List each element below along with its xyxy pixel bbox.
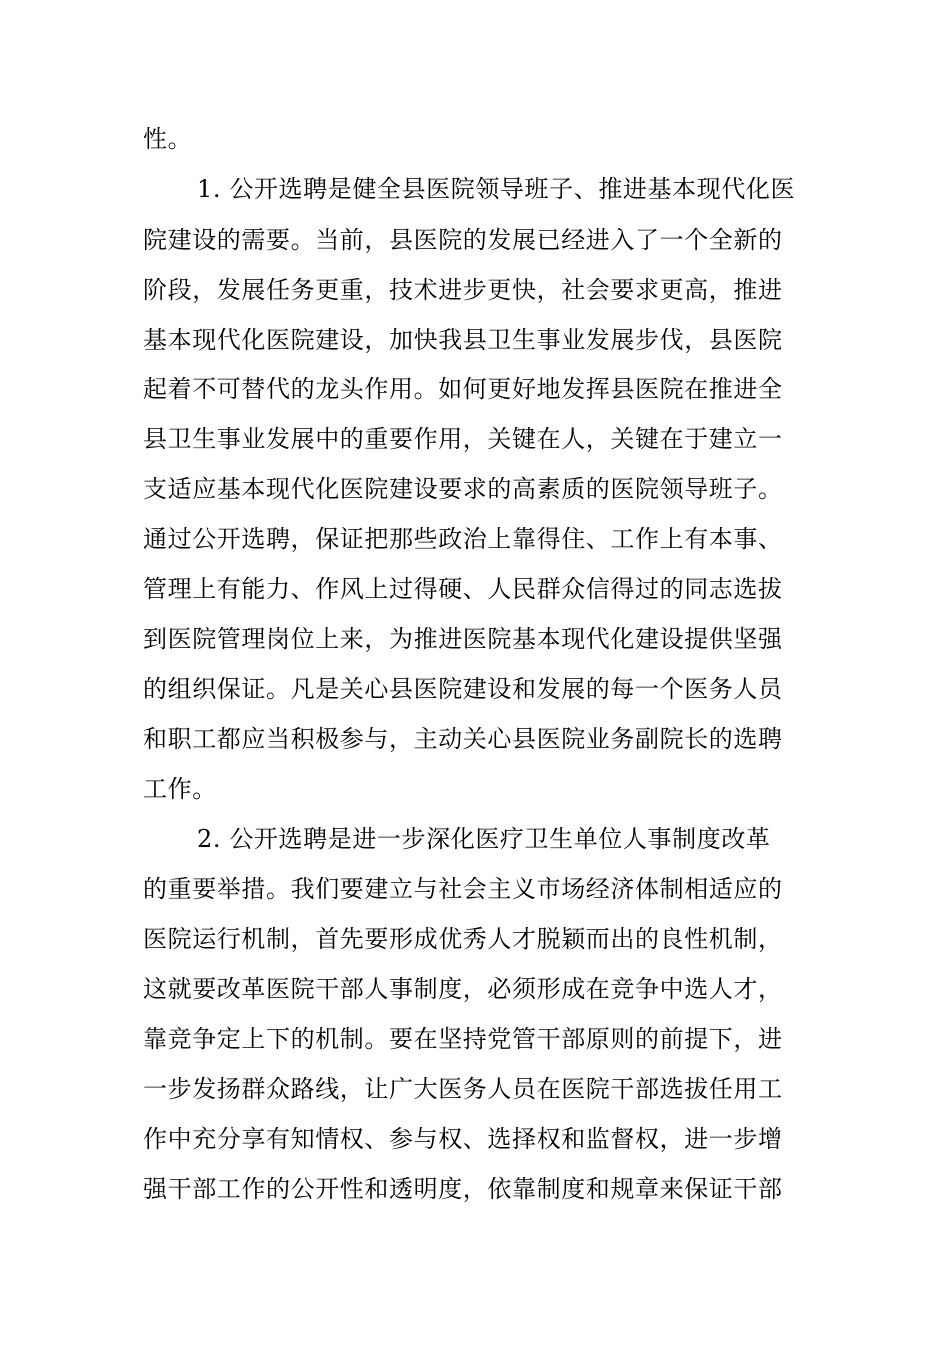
text-line: 管理上有能力、作风上过得硬、人民群众信得过的同志选拔 [143, 575, 783, 603]
text-line: 性。 [143, 125, 193, 153]
text-line: 工作。 [143, 775, 217, 803]
paragraph-1-first-line: 1. 公开选聘是健全县医院领导班子、推进基本现代化医 [197, 175, 796, 203]
text-line: 医院运行机制，首先要形成优秀人才脱颖而出的良性机制， [143, 925, 783, 953]
text-line: 支适应基本现代化医院建设要求的高素质的医院领导班子。 [143, 475, 783, 503]
paragraph-2-first-line: 2. 公开选聘是进一步深化医疗卫生单位人事制度改革 [197, 825, 771, 853]
text-line: 靠竞争定上下的机制。要在坚持党管干部原则的前提下，进 [143, 1025, 783, 1053]
text-line: 的重要举措。我们要建立与社会主义市场经济体制相适应的 [143, 875, 783, 903]
text-line: 通过公开选聘，保证把那些政治上靠得住、工作上有本事、 [143, 525, 783, 553]
text-line: 基本现代化医院建设，加快我县卫生事业发展步伐，县医院 [143, 326, 783, 354]
text-line: 这就要改革医院干部人事制度，必须形成在竞争中选人才， [143, 975, 783, 1003]
text-line: 阶段，发展任务更重，技术进步更快，社会要求更高，推进 [143, 276, 783, 304]
text-line: 强干部工作的公开性和透明度，依靠制度和规章来保证干部 [143, 1175, 783, 1203]
text-line: 院建设的需要。当前，县医院的发展已经进入了一个全新的 [143, 226, 783, 254]
text-line: 的组织保证。凡是关心县医院建设和发展的每一个医务人员 [143, 675, 783, 703]
text-line: 作中充分享有知情权、参与权、选择权和监督权，进一步增 [143, 1125, 783, 1153]
text-line: 到医院管理岗位上来，为推进医院基本现代化建设提供坚强 [143, 625, 783, 653]
text-line: 县卫生事业发展中的重要作用，关键在人，关键在于建立一 [143, 425, 783, 453]
text-line: 和职工都应当积极参与，主动关心县医院业务副院长的选聘 [143, 725, 783, 753]
text-line: 起着不可替代的龙头作用。如何更好地发挥县医院在推进全 [143, 375, 783, 403]
text-line: 一步发扬群众路线，让广大医务人员在医院干部选拔任用工 [143, 1075, 783, 1103]
